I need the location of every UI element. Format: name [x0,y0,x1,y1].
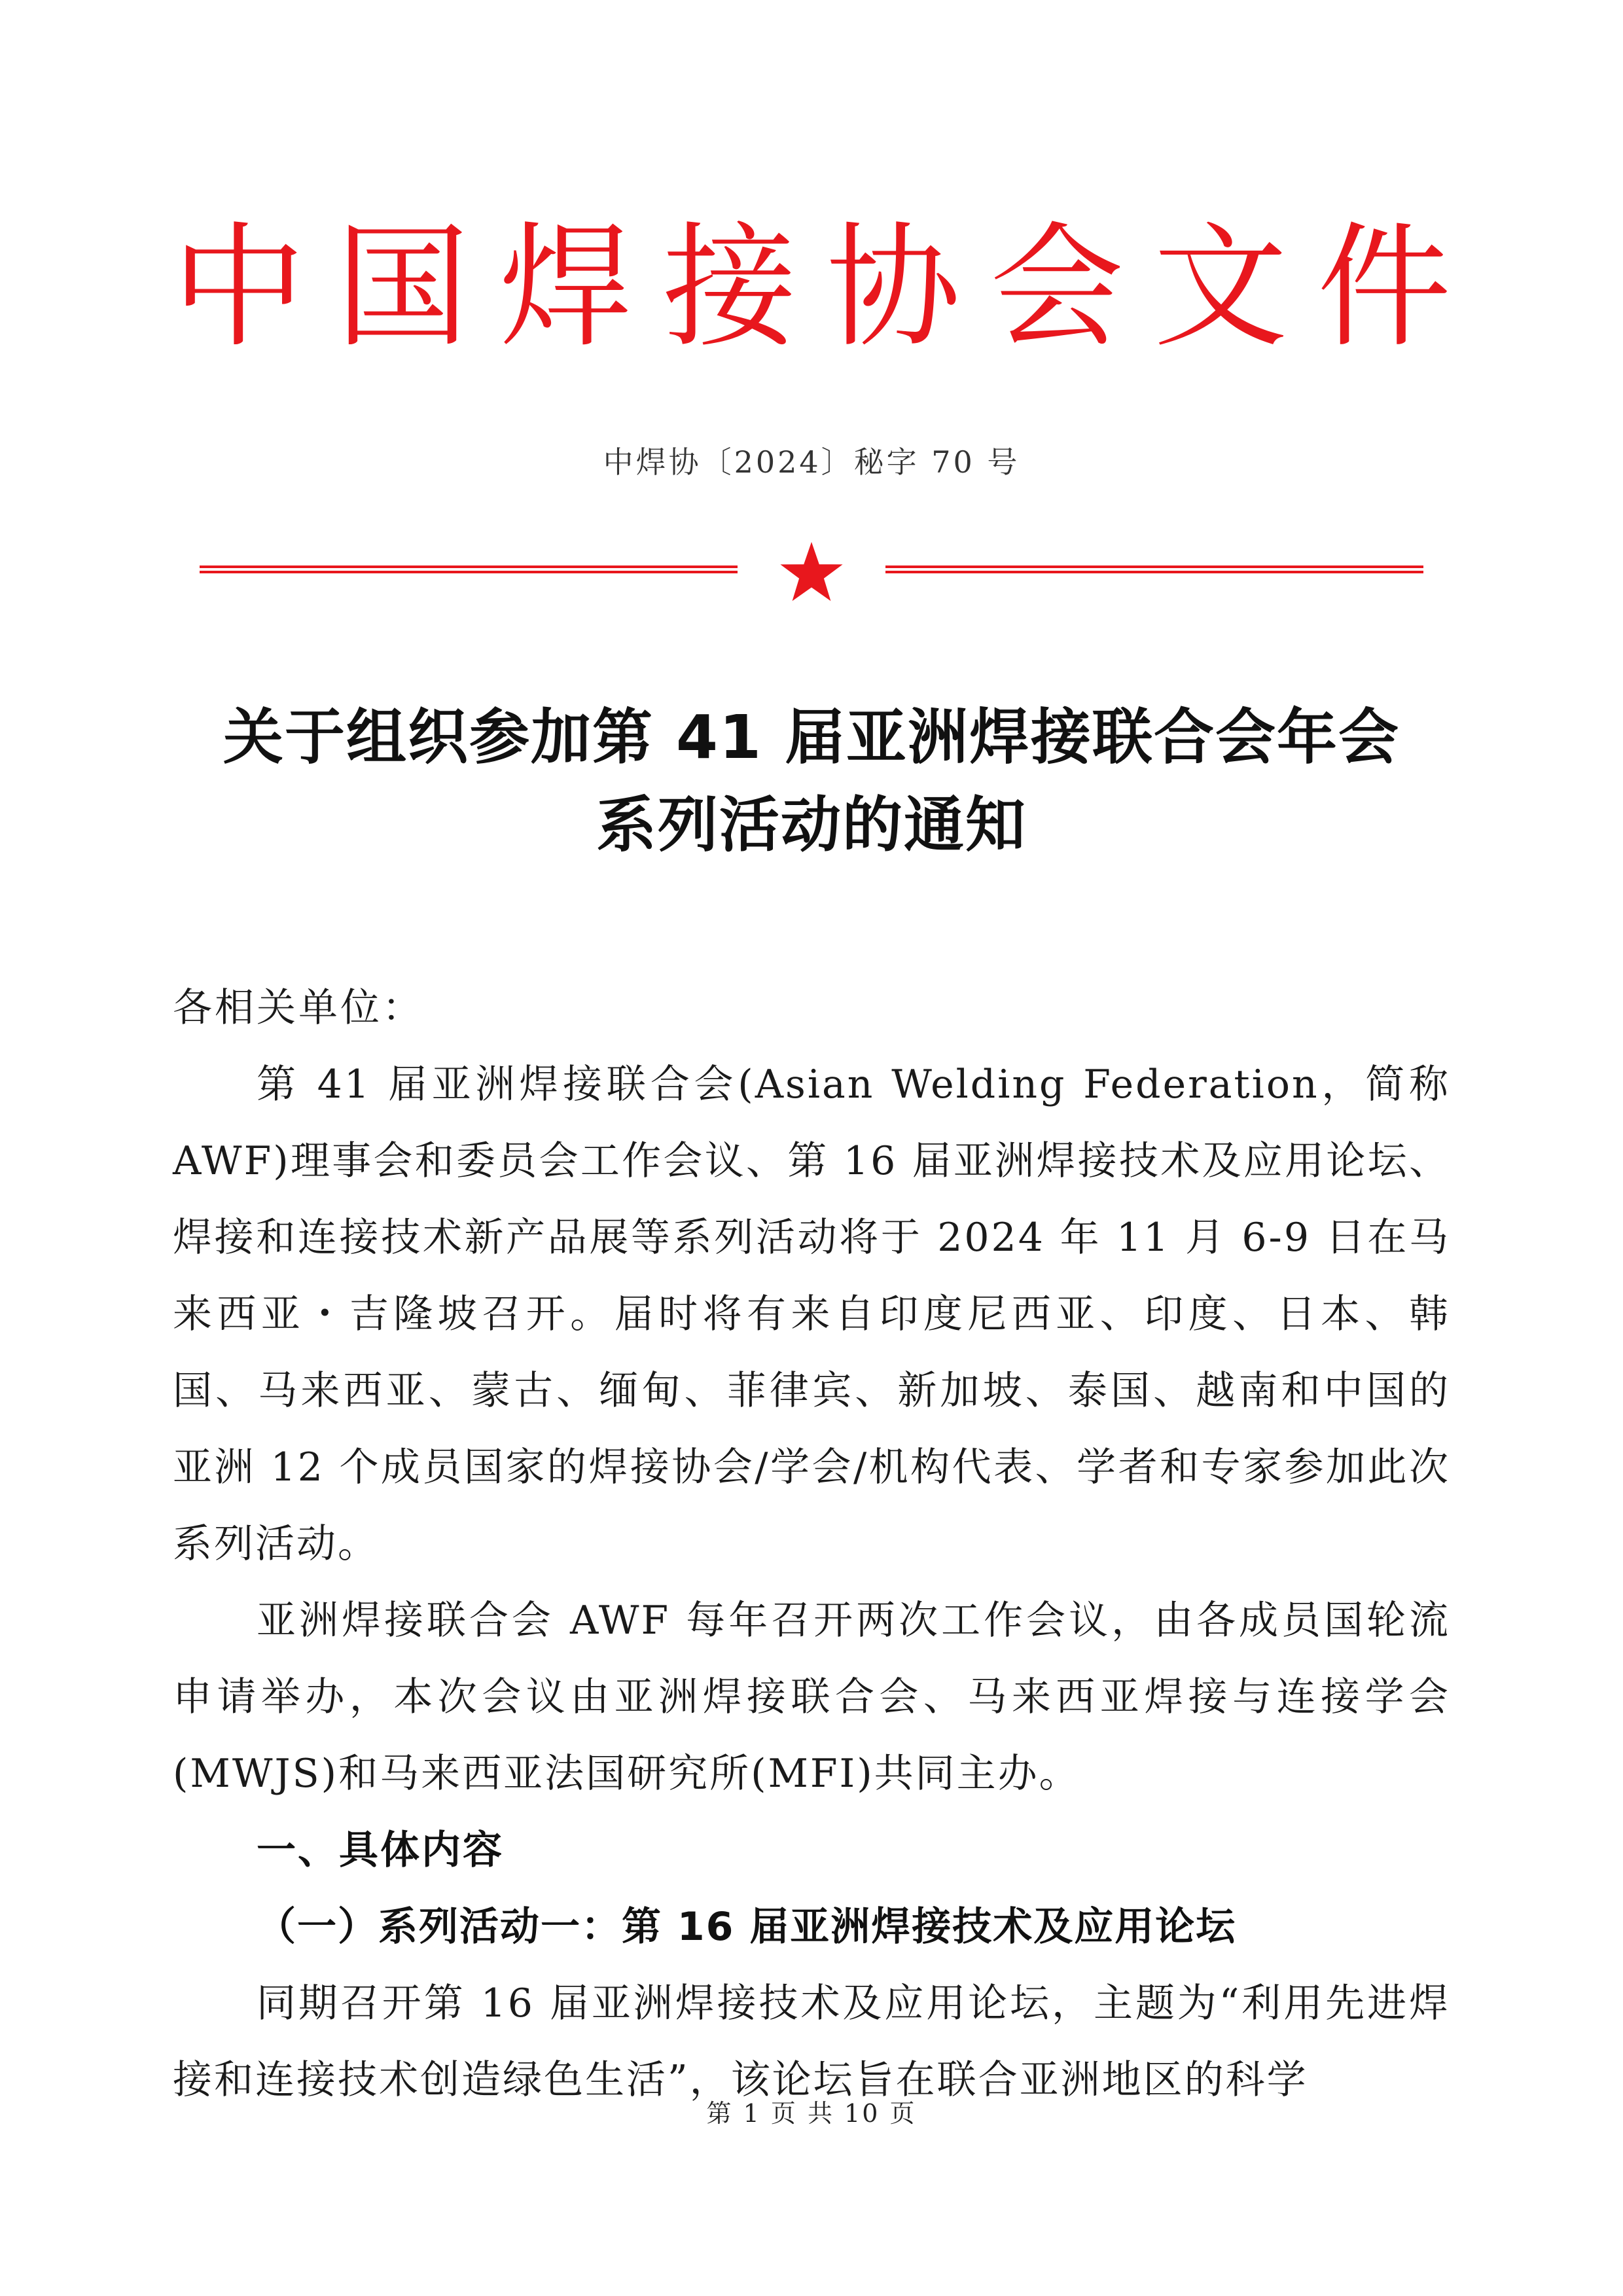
paragraph-intro: 第 41 届亚洲焊接联合会(Asian Welding Federation，简称 AWF)理事会和委员会工作会议、第 16 届亚洲焊接技术及应用论坛、焊接和连接技术新产品展等系列活动将于 2024 年 11 月 6-9 日在马来西亚・吉隆坡召开。届时将有来自印度尼西亚、印度、日本、韩国、马来西亚、蒙古、缅甸、菲律宾、新加坡、泰国、越南和中国的亚洲 12 个成员国家的焊接协会/学会/机构代表、学者和专家参加此次系列活动。 [173,1062,1450,1567]
section-heading: 一、具体内容 [257,1827,504,1873]
star-icon [779,541,844,603]
document-number: 中焊协〔2024〕秘字 70 号 [603,444,1020,480]
red-divider-right [885,565,1423,573]
salutation: 各相关单位： [173,985,424,1031]
paragraph-awf-meetings: 亚洲焊接联合会 AWF 每年召开两次工作会议，由各成员国轮流申请举办，本次会议由亚洲焊接联合会、马来西亚焊接与连接学会(MWJS)和马来西亚法国研究所(MFI)共同主办。 [173,1598,1450,1797]
document-body [173,970,1450,2119]
page-number-footer: 第 1 页 共 10 页 [706,2099,917,2128]
red-divider-left [200,565,738,573]
title-line-1: 关于组织参加第 41 届亚洲焊接联合会年会 [223,702,1400,772]
document-title [0,694,1623,869]
document-masthead: 中国焊接协会文件 [171,210,1481,366]
paragraph-forum: 同期召开第 16 届亚洲焊接技术及应用论坛，主题为“利用先进焊接和连接技术创造绿色生活”，该论坛旨在联合亚洲地区的科学 [173,1981,1450,2103]
subsection-heading: （一）系列活动一：第 16 届亚洲焊接技术及应用论坛 [257,1904,1237,1950]
title-line-2: 系列活动的通知 [596,790,1027,860]
